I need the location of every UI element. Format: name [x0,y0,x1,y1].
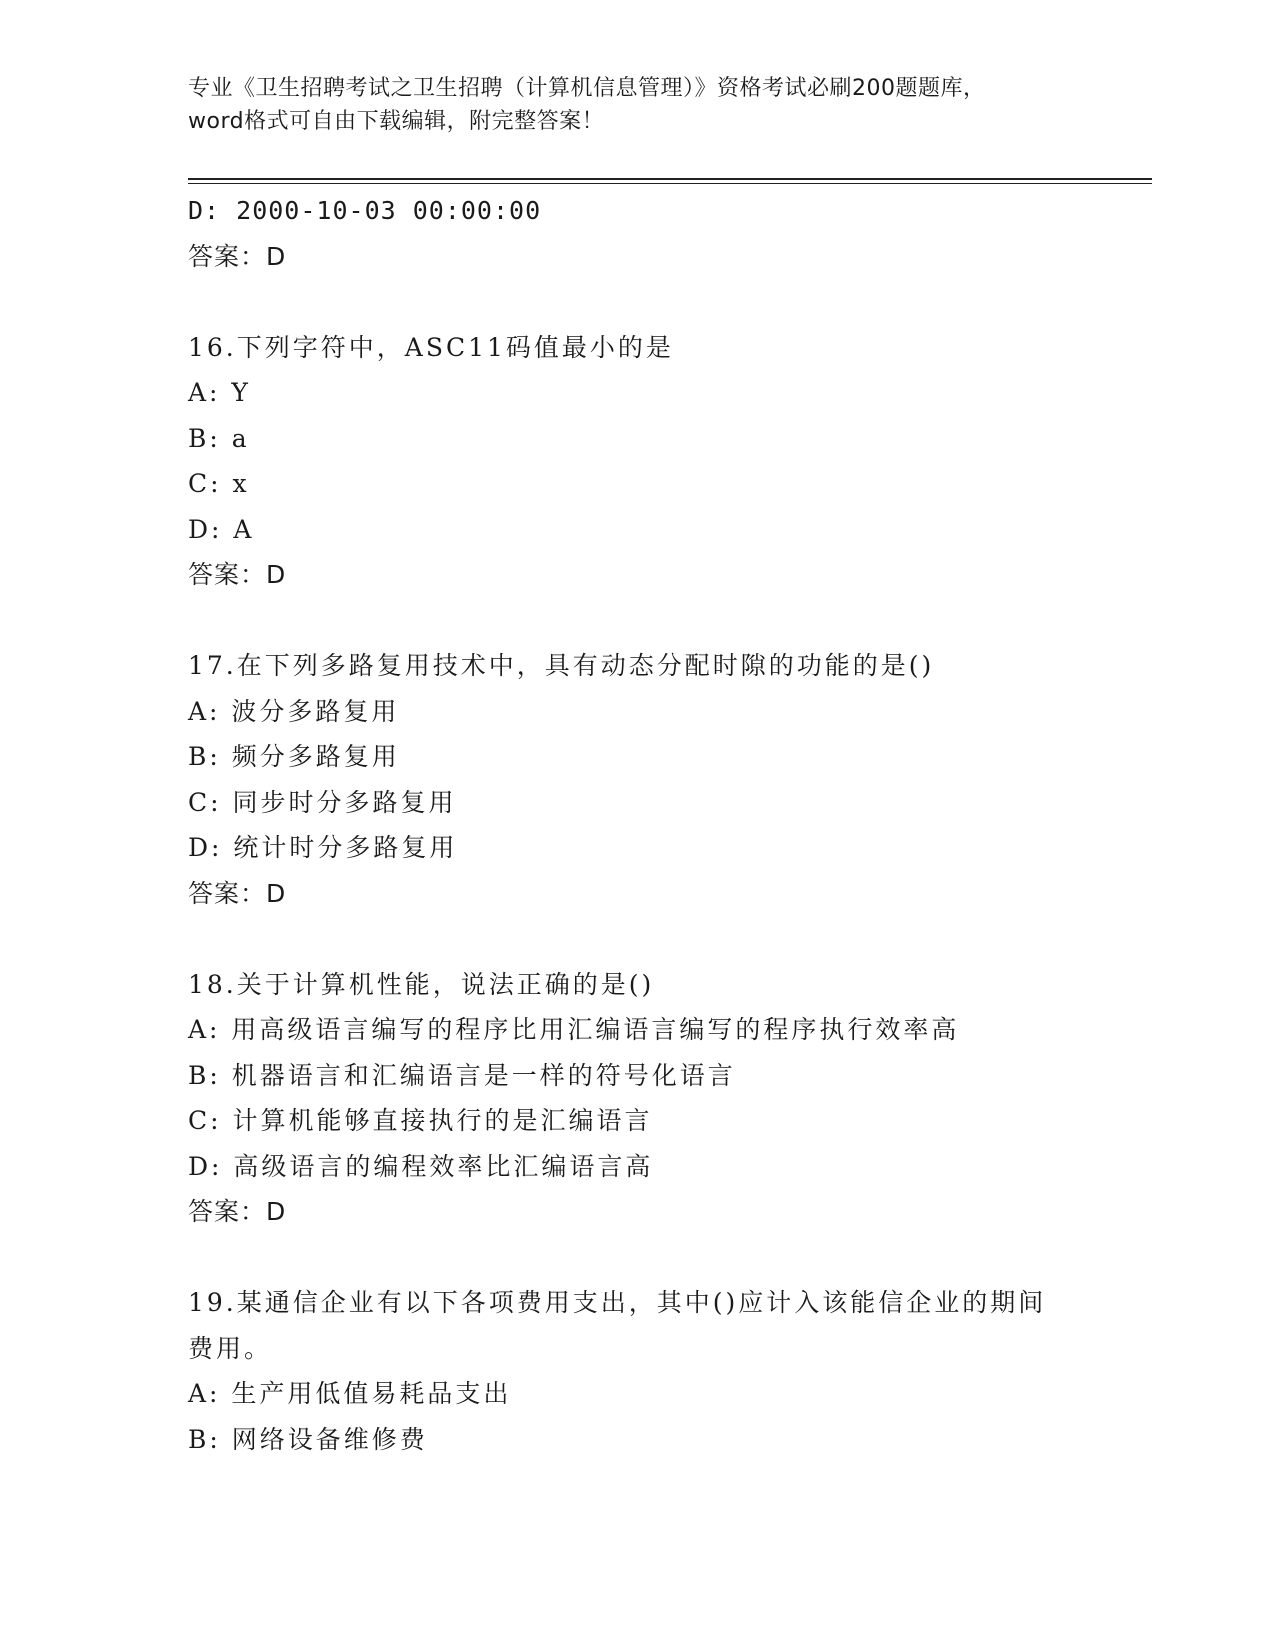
option-a: A: 波分多路复用 [188,696,400,726]
header-rule-thin [188,183,1152,184]
spacer [188,598,1088,644]
option-c: C: 同步时分多路复用 [188,787,457,817]
question-content [188,188,1088,1462]
question-stem: 18.关于计算机性能，说法正确的是() [188,969,655,999]
question-15-tail [188,188,1088,279]
header-line-2: word格式可自由下载编辑，附完整答案！ [188,109,605,134]
option-a: A: Y [188,378,251,407]
question-stem-line-2: 费用。 [188,1333,273,1363]
option-d: D: 高级语言的编程效率比汇编语言高 [188,1151,654,1181]
header-line-1: 专业《卫生招聘考试之卫生招聘（计算机信息管理）》资格考试必刷200题题库， [188,76,986,101]
spacer [188,279,1088,325]
option-d: D: 2000-10-03 00:00:00 [188,196,542,225]
option-b: B: 网络设备维修费 [188,1424,428,1454]
answer-line: 答案：D [188,878,287,908]
option-b: B: 频分多路复用 [188,742,400,771]
spacer [188,916,1088,962]
answer-line: 答案：D [188,241,287,271]
option-b: B: 机器语言和汇编语言是一样的符号化语言 [188,1060,736,1090]
option-a: A: 生产用低值易耗品支出 [188,1379,512,1408]
option-a: A: 用高级语言编写的程序比用汇编语言编写的程序执行效率高 [188,1015,960,1044]
option-c: C: 计算机能够直接执行的是汇编语言 [188,1106,653,1135]
option-d: D: A [188,514,255,544]
option-c: C: x [188,469,250,498]
question-stem: 17.在下列多路复用技术中，具有动态分配时隙的功能的是() [188,651,935,680]
document-header [188,72,1088,138]
question-stem-line-1: 19.某通信企业有以下各项费用支出，其中()应计入该能信企业的期间 [188,1288,1047,1317]
question-18 [188,962,1088,1235]
answer-line: 答案：D [188,1197,287,1226]
header-rule-thick [188,178,1152,180]
option-d: D: 统计时分多路复用 [188,833,458,862]
answer-line: 答案：D [188,560,287,589]
question-17 [188,643,1088,916]
question-19 [188,1280,1088,1462]
spacer [188,1235,1088,1281]
question-16 [188,325,1088,598]
question-stem: 16.下列字符中，ASC11码值最小的是 [188,332,674,362]
option-b: B: a [188,423,250,453]
